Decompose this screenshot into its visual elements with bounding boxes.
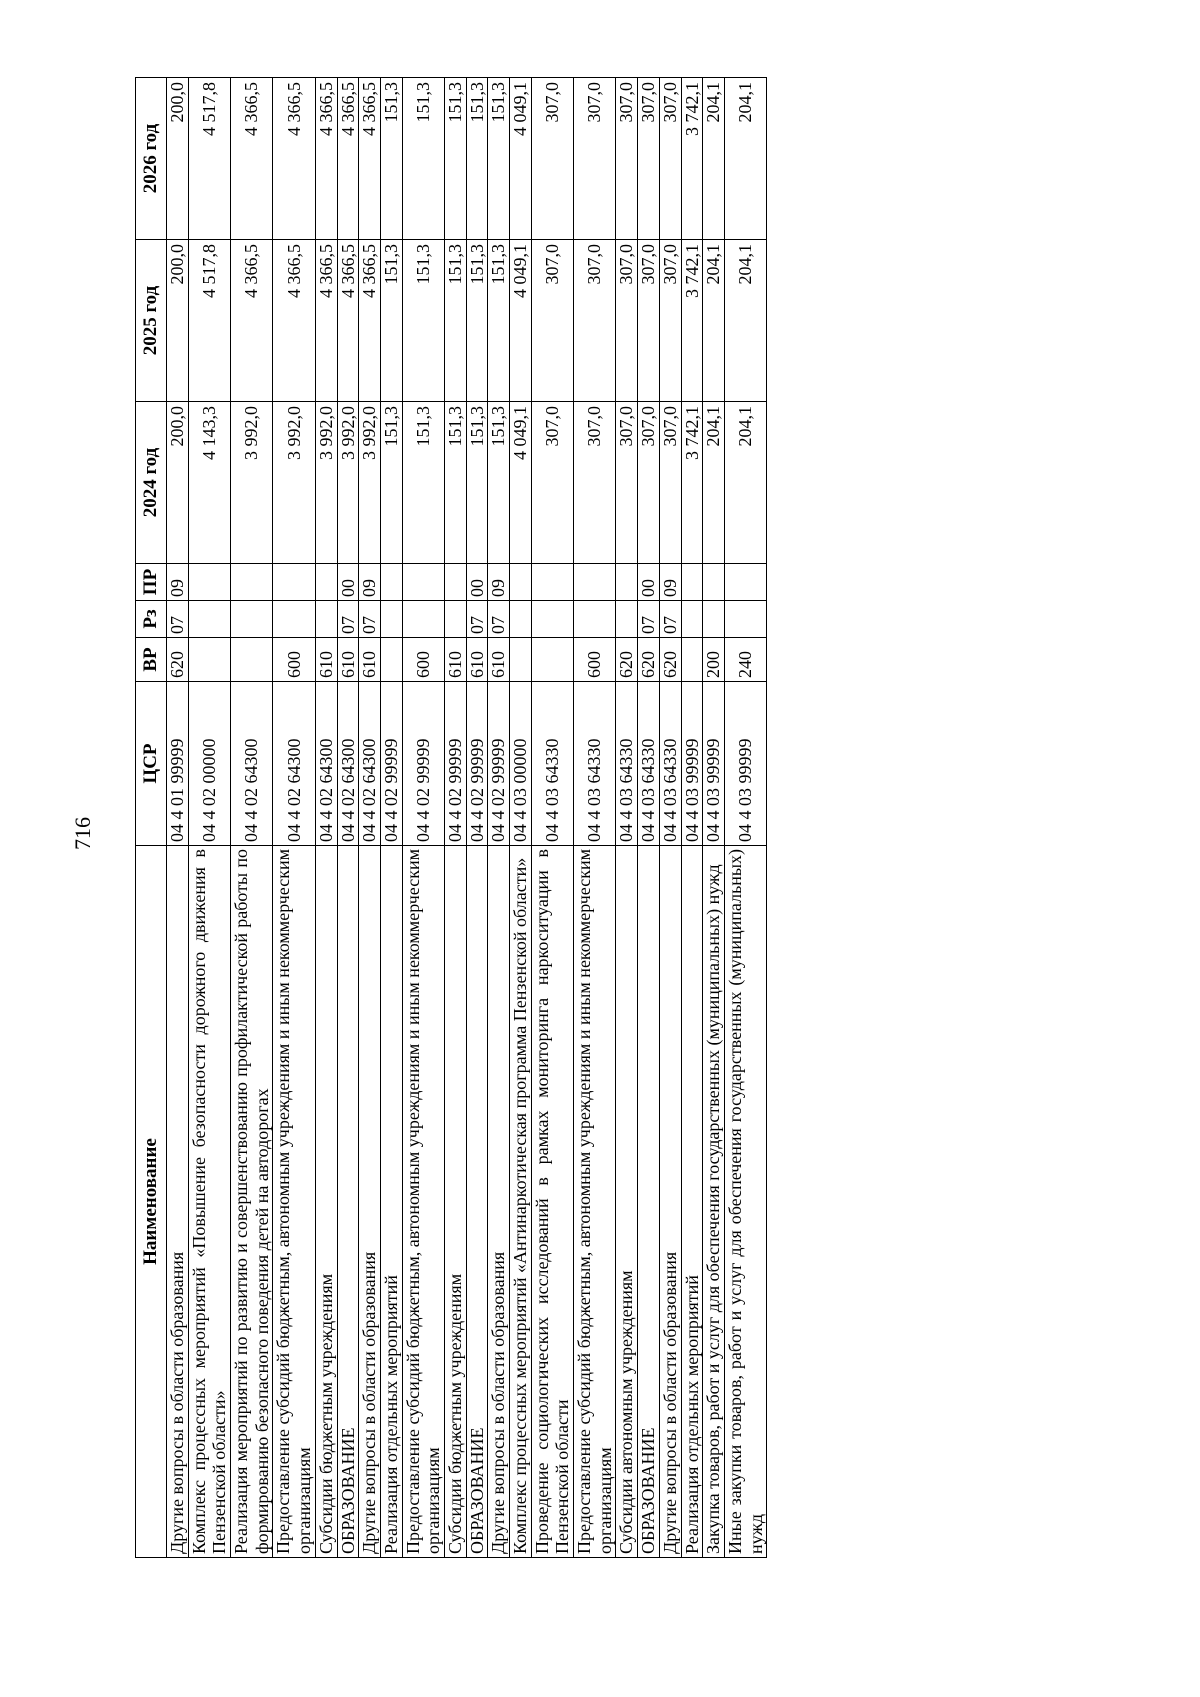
cell-2024: 4 049,1 (510, 402, 532, 564)
cell-2026: 307,0 (638, 78, 660, 240)
table-row (466, 78, 488, 1558)
cell-2024: 151,3 (488, 402, 510, 564)
cell-2026: 204,1 (724, 78, 766, 240)
cell-2024: 204,1 (724, 402, 766, 564)
cell-name: Субсидии автономным учреждениям (616, 846, 638, 1558)
cell-name: Другие вопросы в области образования (167, 846, 189, 1558)
header-vr: ВР (136, 638, 167, 682)
header-name: Наименование (136, 846, 167, 1558)
cell-pr: 09 (359, 564, 381, 601)
table-row (444, 78, 466, 1558)
cell-2026: 307,0 (574, 78, 616, 240)
cell-2026: 151,3 (444, 78, 466, 240)
table-row (724, 78, 766, 1558)
cell-csr: 04 4 03 64330 (531, 682, 573, 846)
table-row (337, 78, 359, 1558)
cell-name: Реализация мероприятий по развитию и совершенствованию профилактической работы по формированию безопасного поведения детей на автодорогах (231, 846, 273, 1558)
budget-table (135, 77, 767, 1558)
cell-2026: 151,3 (488, 78, 510, 240)
cell-2025: 4 366,5 (231, 240, 273, 402)
cell-2024: 3 992,0 (315, 402, 337, 564)
cell-name: Реализация отдельных мероприятий (681, 846, 703, 1558)
cell-csr: 04 4 02 64300 (273, 682, 315, 846)
cell-2026: 307,0 (531, 78, 573, 240)
cell-rz: 07 (337, 601, 359, 638)
cell-pr (402, 564, 444, 601)
cell-2025: 307,0 (616, 240, 638, 402)
cell-2024: 3 992,0 (359, 402, 381, 564)
cell-2024: 307,0 (616, 402, 638, 564)
cell-csr: 04 4 03 64330 (638, 682, 660, 846)
cell-vr: 620 (638, 638, 660, 682)
cell-2024: 3 992,0 (231, 402, 273, 564)
cell-name: Комплекс процессных мероприятий «Повышение безопасности дорожного движения в Пензенской области» (188, 846, 230, 1558)
cell-name: ОБРАЗОВАНИЕ (466, 846, 488, 1558)
table-row (167, 78, 189, 1558)
table-row (531, 78, 573, 1558)
cell-2025: 307,0 (638, 240, 660, 402)
cell-name: ОБРАЗОВАНИЕ (337, 846, 359, 1558)
cell-rz: 07 (659, 601, 681, 638)
cell-pr: 00 (466, 564, 488, 601)
cell-2024: 200,0 (167, 402, 189, 564)
cell-2025: 204,1 (703, 240, 725, 402)
cell-name: Другие вопросы в области образования (488, 846, 510, 1558)
header-2026: 2026 год (136, 78, 167, 240)
table-row (616, 78, 638, 1558)
cell-2025: 307,0 (574, 240, 616, 402)
cell-name: Проведение социологических исследований в рамках мониторинга наркоситуации в Пензенской области (531, 846, 573, 1558)
table-row (659, 78, 681, 1558)
cell-2025: 4 366,5 (359, 240, 381, 402)
cell-vr: 600 (273, 638, 315, 682)
cell-name: Комплекс процессных мероприятий «Антинаркотическая программа Пензенской области» (510, 846, 532, 1558)
table-row (231, 78, 273, 1558)
header-pr: ПР (136, 564, 167, 601)
cell-2024: 3 992,0 (273, 402, 315, 564)
cell-2025: 151,3 (466, 240, 488, 402)
cell-csr: 04 4 02 99999 (466, 682, 488, 846)
cell-2026: 200,0 (167, 78, 189, 240)
cell-2026: 4 366,5 (273, 78, 315, 240)
cell-2026: 307,0 (616, 78, 638, 240)
header-2024: 2024 год (136, 402, 167, 564)
table-body (167, 78, 767, 1558)
cell-2026: 4 517,8 (188, 78, 230, 240)
cell-name: Реализация отдельных мероприятий (380, 846, 402, 1558)
cell-csr: 04 4 03 99999 (681, 682, 703, 846)
table-header-row (136, 78, 167, 1558)
table-row (359, 78, 381, 1558)
header-rz: Рз (136, 601, 167, 638)
table-row (402, 78, 444, 1558)
page-number: 716 (70, 817, 95, 850)
cell-rz: 07 (638, 601, 660, 638)
cell-pr (724, 564, 766, 601)
cell-pr (616, 564, 638, 601)
table-row (488, 78, 510, 1558)
cell-pr (188, 564, 230, 601)
cell-pr (444, 564, 466, 601)
cell-name: Субсидии бюджетным учреждениям (315, 846, 337, 1558)
cell-rz (231, 601, 273, 638)
cell-2026: 4 366,5 (337, 78, 359, 240)
cell-csr: 04 4 02 99999 (402, 682, 444, 846)
cell-name: Предоставление субсидий бюджетным, автономным учреждениям и иным некоммерческим организациям (273, 846, 315, 1558)
cell-name: Другие вопросы в области образования (359, 846, 381, 1558)
cell-pr (681, 564, 703, 601)
cell-2026: 3 742,1 (681, 78, 703, 240)
cell-pr (703, 564, 725, 601)
cell-csr: 04 4 02 64300 (231, 682, 273, 846)
header-2025: 2025 год (136, 240, 167, 402)
table-row (681, 78, 703, 1558)
cell-2025: 151,3 (444, 240, 466, 402)
cell-2026: 4 366,5 (231, 78, 273, 240)
cell-rz: 07 (488, 601, 510, 638)
table-row (188, 78, 230, 1558)
cell-vr (380, 638, 402, 682)
cell-pr (380, 564, 402, 601)
cell-name: ОБРАЗОВАНИЕ (638, 846, 660, 1558)
cell-rz (616, 601, 638, 638)
cell-pr (231, 564, 273, 601)
cell-csr: 04 4 02 64300 (359, 682, 381, 846)
cell-2024: 151,3 (402, 402, 444, 564)
cell-rz (315, 601, 337, 638)
cell-2024: 3 992,0 (337, 402, 359, 564)
cell-pr (510, 564, 532, 601)
cell-name: Другие вопросы в области образования (659, 846, 681, 1558)
cell-vr: 600 (574, 638, 616, 682)
cell-csr: 04 4 02 64300 (315, 682, 337, 846)
cell-vr: 600 (402, 638, 444, 682)
table-row (574, 78, 616, 1558)
cell-2025: 3 742,1 (681, 240, 703, 402)
cell-name: Предоставление субсидий бюджетным, автономным учреждениям и иным некоммерческим организациям (574, 846, 616, 1558)
cell-csr: 04 4 02 99999 (380, 682, 402, 846)
cell-pr: 09 (659, 564, 681, 601)
cell-csr: 04 4 02 99999 (488, 682, 510, 846)
cell-2024: 307,0 (659, 402, 681, 564)
cell-rz: 07 (167, 601, 189, 638)
cell-rz (188, 601, 230, 638)
cell-vr: 200 (703, 638, 725, 682)
cell-rz: 07 (466, 601, 488, 638)
cell-pr (273, 564, 315, 601)
cell-vr: 620 (167, 638, 189, 682)
cell-rz (444, 601, 466, 638)
cell-vr: 610 (359, 638, 381, 682)
cell-pr (574, 564, 616, 601)
cell-vr: 610 (315, 638, 337, 682)
cell-pr: 09 (488, 564, 510, 601)
cell-rz (510, 601, 532, 638)
cell-rz (574, 601, 616, 638)
cell-csr: 04 4 01 99999 (167, 682, 189, 846)
cell-pr: 00 (638, 564, 660, 601)
cell-2025: 307,0 (659, 240, 681, 402)
cell-2026: 151,3 (380, 78, 402, 240)
cell-2025: 151,3 (402, 240, 444, 402)
table-row (638, 78, 660, 1558)
cell-2026: 4 366,5 (315, 78, 337, 240)
cell-2026: 151,3 (466, 78, 488, 240)
table-row (315, 78, 337, 1558)
cell-vr (510, 638, 532, 682)
cell-vr: 620 (659, 638, 681, 682)
cell-2024: 204,1 (703, 402, 725, 564)
cell-2024: 307,0 (638, 402, 660, 564)
cell-csr: 04 4 02 00000 (188, 682, 230, 846)
cell-rz: 07 (359, 601, 381, 638)
table-row (273, 78, 315, 1558)
cell-pr (315, 564, 337, 601)
cell-csr: 04 4 03 64330 (659, 682, 681, 846)
cell-2025: 4 517,8 (188, 240, 230, 402)
cell-csr: 04 4 03 64330 (616, 682, 638, 846)
cell-rz (703, 601, 725, 638)
cell-csr: 04 4 03 99999 (724, 682, 766, 846)
budget-sheet (135, 78, 1140, 1558)
cell-pr: 00 (337, 564, 359, 601)
cell-2024: 151,3 (466, 402, 488, 564)
cell-vr: 610 (444, 638, 466, 682)
cell-2024: 151,3 (444, 402, 466, 564)
cell-2025: 204,1 (724, 240, 766, 402)
cell-name: Иные закупки товаров, работ и услуг для обеспечения государственных (муниципальных) нужд (724, 846, 766, 1558)
cell-rz (531, 601, 573, 638)
table-row (380, 78, 402, 1558)
cell-csr: 04 4 02 64300 (337, 682, 359, 846)
cell-2024: 307,0 (574, 402, 616, 564)
cell-rz (402, 601, 444, 638)
cell-2025: 4 049,1 (510, 240, 532, 402)
cell-csr: 04 4 03 00000 (510, 682, 532, 846)
cell-2024: 307,0 (531, 402, 573, 564)
cell-vr: 620 (616, 638, 638, 682)
cell-2024: 3 742,1 (681, 402, 703, 564)
cell-2025: 4 366,5 (337, 240, 359, 402)
cell-vr: 240 (724, 638, 766, 682)
cell-csr: 04 4 02 99999 (444, 682, 466, 846)
cell-2024: 151,3 (380, 402, 402, 564)
cell-vr (188, 638, 230, 682)
header-csr: ЦСР (136, 682, 167, 846)
cell-2025: 307,0 (531, 240, 573, 402)
cell-name: Предоставление субсидий бюджетным, автономным учреждениям и иным некоммерческим организациям (402, 846, 444, 1558)
table-row (510, 78, 532, 1558)
cell-pr: 09 (167, 564, 189, 601)
cell-2026: 4 049,1 (510, 78, 532, 240)
cell-vr: 610 (466, 638, 488, 682)
cell-2025: 200,0 (167, 240, 189, 402)
cell-2025: 151,3 (488, 240, 510, 402)
cell-rz (380, 601, 402, 638)
cell-csr: 04 4 03 64330 (574, 682, 616, 846)
cell-2026: 151,3 (402, 78, 444, 240)
cell-pr (531, 564, 573, 601)
cell-2025: 4 366,5 (273, 240, 315, 402)
cell-rz (681, 601, 703, 638)
cell-2026: 4 366,5 (359, 78, 381, 240)
cell-rz (724, 601, 766, 638)
cell-vr: 610 (337, 638, 359, 682)
cell-vr (681, 638, 703, 682)
cell-name: Субсидии бюджетным учреждениям (444, 846, 466, 1558)
cell-vr: 610 (488, 638, 510, 682)
cell-2026: 307,0 (659, 78, 681, 240)
table-row (703, 78, 725, 1558)
cell-2025: 4 366,5 (315, 240, 337, 402)
cell-rz (273, 601, 315, 638)
cell-vr (531, 638, 573, 682)
cell-name: Закупка товаров, работ и услуг для обеспечения государственных (муниципальных) нужд (703, 846, 725, 1558)
cell-2025: 151,3 (380, 240, 402, 402)
cell-2026: 204,1 (703, 78, 725, 240)
cell-2024: 4 143,3 (188, 402, 230, 564)
cell-csr: 04 4 03 99999 (703, 682, 725, 846)
cell-vr (231, 638, 273, 682)
